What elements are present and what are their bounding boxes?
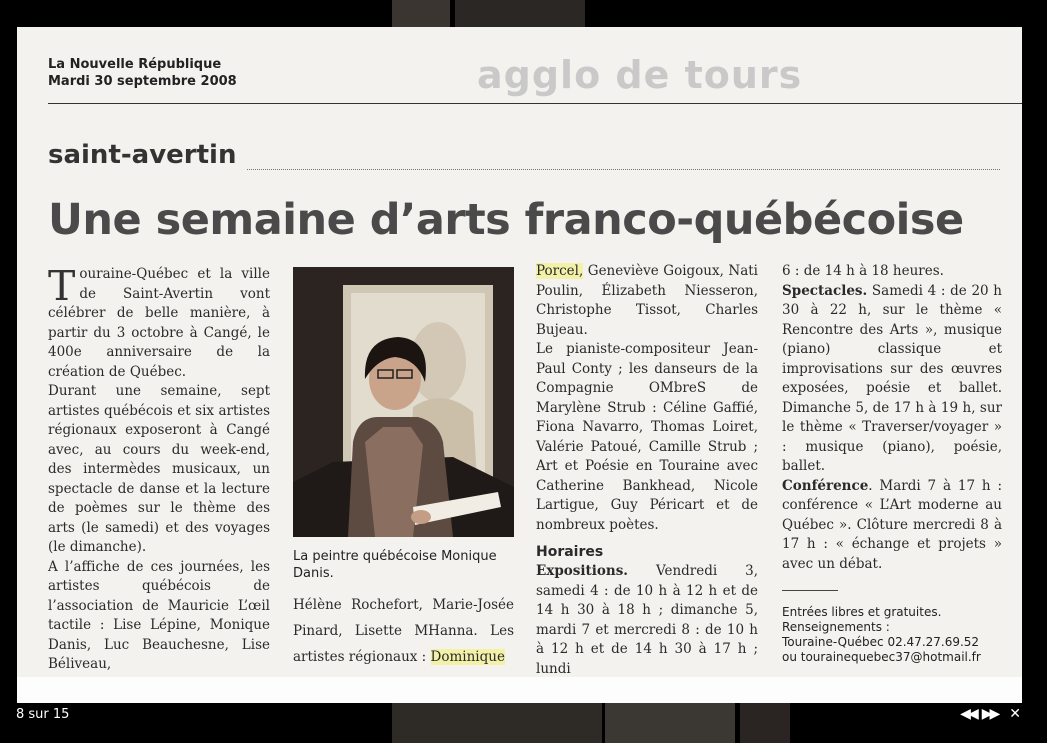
article-photo [293, 267, 514, 537]
background-thumbnail [605, 703, 735, 743]
spectacles-label: Spectacles. [782, 282, 868, 299]
paragraph: Geneviève Goigoux, Nati Poulin, Élizabeth Niesseron, Christophe Tissot, Charles Bujeau. [536, 263, 758, 338]
article-column-2 [293, 592, 514, 670]
drop-cap: T [48, 262, 76, 310]
paragraph: 6 : de 14 h à 18 heures. [782, 263, 944, 279]
paragraph: Vendredi 3, samedi 4 : de 10 h à 12 h et de 14 h 30 à 18 h ; dimanche 5, mardi 7 et mercredi 8 : de 10 h à 12 h et de 14 h 30 à 17 h ; lundi [536, 563, 758, 677]
paragraph: ouraine-Québec et la ville de Saint-Avertin vont célébrer de belle manière, à partir du 3 octobre à Cangé, le 400e anniversaire de la création de Québec. [48, 266, 270, 380]
highlighted-text: Dominique [430, 649, 505, 665]
lightbox-controls [960, 706, 1021, 722]
highlighted-text: Porcel, [536, 263, 584, 279]
background-thumbnail [740, 703, 790, 743]
newspaper-name: La Nouvelle République [48, 57, 222, 72]
close-icon[interactable]: ✕ [1009, 706, 1021, 722]
conference-label: Conférence [782, 477, 869, 494]
info-line: Renseignements : [782, 620, 890, 634]
prev-icon[interactable]: ◀◀ [960, 706, 976, 722]
locality-rule [247, 169, 1000, 170]
background-thumbnail [392, 703, 602, 743]
article-column-1 [48, 262, 270, 675]
paragraph: . Mardi 7 à 17 h : conférence « L’Art moderne au Québec ». Clôture mercredi 8 à 17 h : « échange et projets » avec un débat. [782, 477, 1002, 572]
paragraph: Hélène Rochefort, Marie-Josée Pinard, Lisette MHanna. Les artistes régionaux : [293, 597, 514, 665]
photo-caption: La peintre québécoise Monique Danis. [293, 549, 497, 581]
info-rule [782, 590, 838, 591]
paragraph: Le pianiste-compositeur Jean-Paul Conty ; les danseurs de la Compagnie OMbreS de Marylène Strub : Céline Gaffié, Fiona Navarro, Thomas Loiret, Valérie Patoué, Camille Strub ; Art et Poésie en Touraine avec Catherine Bankhead, Nicole Lartigue, Guy Péricart et de nombreux poètes. [536, 341, 758, 533]
next-icon[interactable]: ▶▶ [981, 706, 998, 722]
info-box [782, 590, 1002, 665]
background-thumbnail [392, 0, 450, 27]
paragraph: Samedi 4 : de 20 h 30 à 22 h, sur le thème « Rencontre des Arts », musique (piano) classique et improvisations sur des œuvres exposées, poésie et ballet. Dimanche 5, de 17 h à 19 h, sur le thème « Traverser/voyager » : musique (piano), poésie, ballet. [782, 282, 1002, 474]
info-line: ou tourainequebec37@hotmail.fr [782, 650, 981, 664]
background-thumbnail [455, 0, 585, 27]
expositions-label: Expositions. [536, 563, 628, 579]
newspaper-masthead [48, 56, 237, 90]
horaires-heading: Horaires [536, 544, 604, 560]
article-column-4 [782, 262, 1002, 665]
paragraph: A l’affiche de ces journées, les artistes québécois de l’association de Mauricie L’œil tactile : Lise Lépine, Monique Danis, Luc Beauchesne, Lise Béliveau, [48, 558, 270, 672]
article-headline: Une semaine d’arts franco-québécoise [48, 195, 964, 245]
lightbox-image[interactable] [17, 27, 1022, 703]
info-line: Entrées libres et gratuites. [782, 605, 942, 619]
image-counter: 8 sur 15 [16, 707, 70, 722]
info-line: Touraine-Québec 02.47.27.69.52 [782, 635, 980, 649]
locality-heading: saint-avertin [48, 140, 237, 170]
header-rule [48, 103, 1022, 104]
section-heading: agglo de tours [477, 53, 803, 97]
newspaper-date: Mardi 30 septembre 2008 [48, 74, 237, 89]
paragraph: Durant une semaine, sept artistes québécois et six artistes régionaux exposeront à Cangé avec, au cours du week-end, des intermèdes musicaux, un spectacle de danse et la lecture de poèmes sur le thème des arts (le samedi) et des voyages (le dimanche). [48, 383, 270, 555]
article-column-3 [536, 262, 758, 679]
